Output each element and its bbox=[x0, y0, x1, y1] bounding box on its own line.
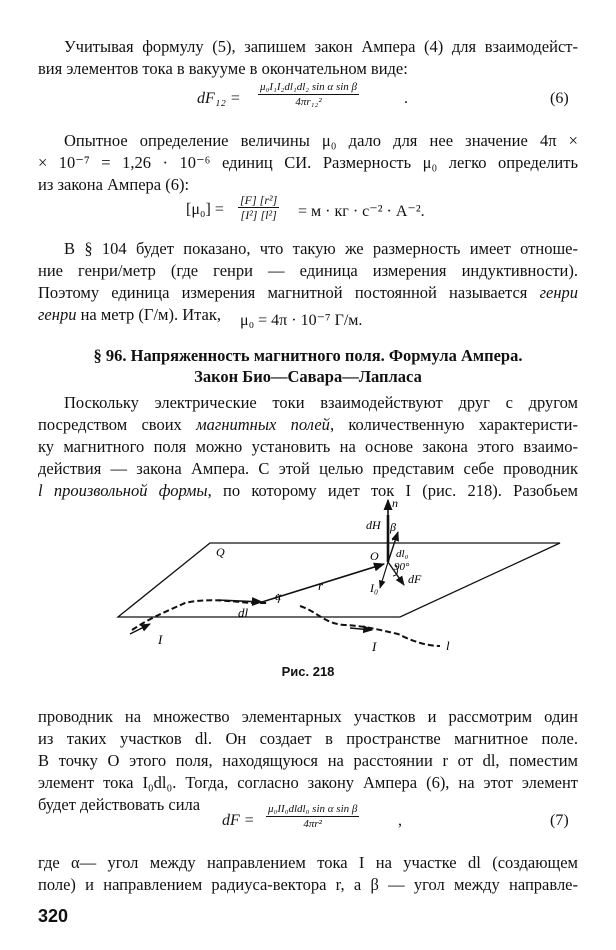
text-line: будет действовать сила bbox=[38, 795, 201, 814]
label-dH: dH bbox=[366, 518, 381, 532]
text-line: действия — закона Ампера. С этой целью представим себе проводник bbox=[38, 459, 578, 478]
label-dl: dl bbox=[238, 605, 249, 620]
eq6-fraction bbox=[258, 80, 359, 109]
text-line: Учитывая формулу (5), запишем закон Ампера (4) для взаимодейст- bbox=[64, 37, 578, 56]
text-line: ние генри/метр (где генри — единица измерения индуктивности). bbox=[38, 261, 578, 280]
label-I0: I₀ bbox=[370, 581, 379, 595]
label-dl0: dl₀ bbox=[396, 548, 409, 560]
text-line: Поскольку электрические токи взаимодействуют друг с другом bbox=[64, 393, 578, 412]
italic-term: магнитных полей bbox=[196, 415, 330, 434]
label-90: 90° bbox=[394, 561, 410, 573]
label-I-right: I bbox=[372, 639, 377, 654]
paragraph-section-intro bbox=[38, 392, 578, 502]
section-heading-line: Закон Био—Савара—Лапласа bbox=[194, 367, 422, 386]
italic-term: генри bbox=[38, 305, 77, 324]
label-n: n bbox=[392, 496, 398, 510]
text-line: где α— угол между направлением тока I на участке dl (создающем bbox=[38, 853, 578, 872]
I0-vector bbox=[380, 562, 388, 588]
eq7-denominator: 4πr² bbox=[303, 818, 322, 830]
text-fragment: на метр (Г/м). Итак, bbox=[80, 305, 222, 324]
eq6-number: (6) bbox=[550, 90, 569, 107]
eq6-denominator: 4πr₁₂² bbox=[295, 96, 322, 108]
eq7-tail: , bbox=[398, 812, 402, 829]
conductor-l bbox=[132, 600, 440, 646]
text-line: вия элементов тока в вакууме в окончательном виде: bbox=[38, 59, 408, 78]
text-line: из таких участков dl. Он создает в пространстве магнитное поле. bbox=[38, 729, 578, 748]
text-line: поле) и направлением радиуса-вектора r, а β — угол между направле- bbox=[38, 875, 578, 894]
eq6-numerator: μ₀I₁I₂dl₁dl₂ sin α sin β bbox=[260, 81, 358, 93]
label-l: l bbox=[446, 638, 450, 653]
text-fragment: , количественную характеристи- bbox=[329, 415, 578, 434]
section-heading-line: § 96. Напряженность магнитного поля. Формула Ампера. bbox=[93, 346, 523, 365]
text-fragment: посредством своих bbox=[38, 415, 197, 434]
text-line bbox=[38, 282, 578, 304]
text-fragment: , по которому идет ток I (рис. 218). Разобьем bbox=[207, 481, 578, 500]
label-Q: Q bbox=[216, 545, 225, 559]
eqdim-numerator: [F] [r²] bbox=[240, 193, 278, 207]
eq7-lhs: dF = bbox=[222, 812, 255, 829]
text-line: ку магнитного поля можно установить на основе закона этого взаимо- bbox=[38, 437, 578, 456]
label-dF: dF bbox=[408, 572, 422, 586]
eq7-fraction bbox=[266, 802, 359, 831]
text-line: проводник на множество элементарных участков и рассмотрим один bbox=[38, 707, 578, 726]
text-line: × 10⁻⁷ = 1,26 · 10⁻⁶ единиц СИ. Размерность μ₀ легко определить bbox=[38, 153, 578, 172]
eq6-lhs: dF₁₂ = bbox=[197, 90, 241, 107]
text-line: Опытное определение величины μ₀ дало для нее значение 4π × bbox=[64, 131, 578, 150]
paragraph-angles bbox=[38, 852, 578, 896]
label-O: O bbox=[370, 549, 379, 563]
label-I-left: I bbox=[158, 632, 163, 647]
label-alpha: α bbox=[275, 589, 282, 603]
text-line bbox=[38, 414, 578, 436]
italic-term: l произвольной формы bbox=[38, 481, 208, 500]
figure-caption: Рис. 218 bbox=[281, 664, 335, 679]
plane-q bbox=[118, 543, 560, 617]
figure-218 bbox=[0, 490, 616, 660]
eqdim-denominator: [I²] [l²] bbox=[240, 208, 277, 222]
label-beta: β bbox=[390, 520, 396, 534]
eq7-number: (7) bbox=[550, 812, 569, 829]
eqdim-rhs: = м · кг · с⁻² · А⁻². bbox=[298, 203, 425, 220]
page-number: 320 bbox=[38, 906, 69, 926]
text-line: элемент тока I₀dl₀. Тогда, согласно закону Ампера (6), на этот элемент bbox=[38, 773, 578, 792]
italic-term: генри bbox=[539, 283, 579, 302]
text-line: из закона Ампера (6): bbox=[38, 175, 190, 194]
label-r: r bbox=[318, 578, 324, 593]
equation-mu0-value: μ₀ = 4π · 10⁻⁷ Г/м. bbox=[240, 312, 363, 329]
section-heading bbox=[38, 345, 578, 387]
eq7-numerator: μ₀II₀dldl₀ sin α sin β bbox=[268, 803, 358, 815]
eqdim-lhs: [μ₀] = bbox=[186, 201, 224, 218]
paragraph-mu0 bbox=[38, 130, 578, 196]
text-line: В § 104 будет показано, что такую же размерность имеет отноше- bbox=[64, 239, 578, 258]
paragraph-element-force bbox=[38, 706, 578, 816]
text-fragment: Поэтому единица измерения магнитной постоянной называется bbox=[38, 283, 528, 302]
eq6-tail: . bbox=[404, 90, 408, 107]
text-line: В точку O этого поля, находящуюся на расстоянии r от dl, поместим bbox=[38, 751, 578, 770]
eqdim-fraction bbox=[238, 193, 279, 222]
paragraph-intro bbox=[38, 36, 578, 80]
